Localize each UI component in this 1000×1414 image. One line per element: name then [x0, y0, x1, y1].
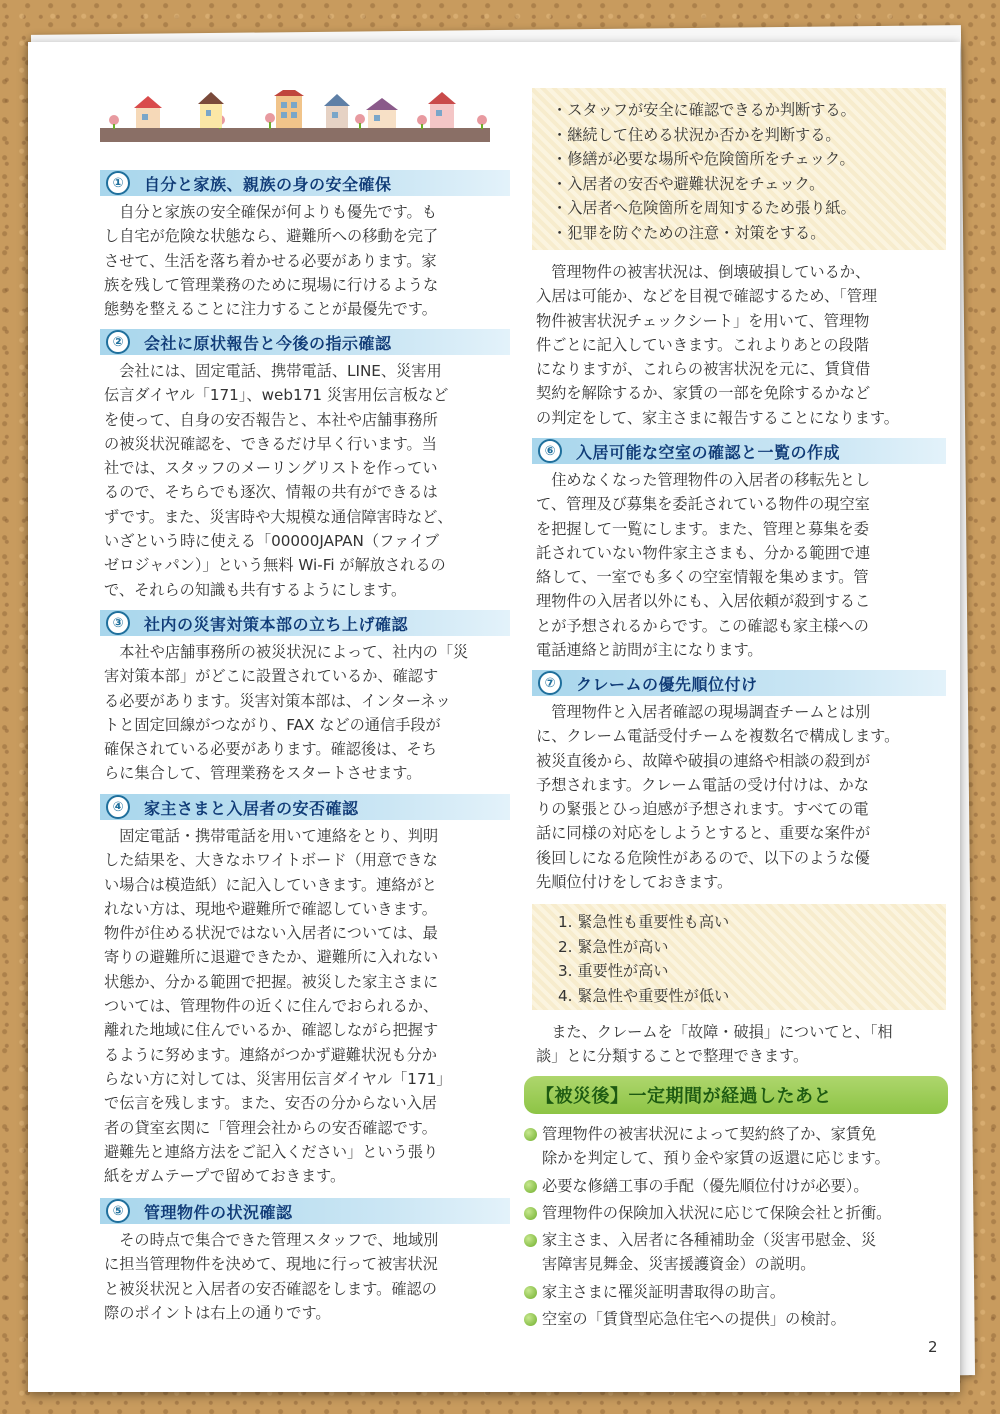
list-item: [524, 1280, 948, 1304]
text-line: 紙をガムテープで留めておきます。: [104, 1167, 346, 1186]
text-line: 管理物件の保険加入状況に応じて保険会社と折衝。: [542, 1203, 892, 1222]
text-line: 避難先と連絡方法をご記入ください」という張り: [104, 1142, 439, 1161]
text-line: ゼロジャパン）」という無料 Wi-Fi が解放されるの: [104, 556, 446, 575]
text-line: 害障害見舞金、災害援護資金）の説明。: [542, 1255, 816, 1274]
list-item: 1. 緊急性も重要性も高い: [558, 913, 730, 931]
text-line: 離れた地域に住んでいるか、確認しながら把握す: [104, 1021, 439, 1040]
section-6-heading: [532, 438, 946, 464]
section-number: ⑦: [538, 671, 562, 695]
list-item: 2. 緊急性が高い: [558, 937, 669, 956]
section-5-body: [104, 1228, 514, 1325]
bullet-icon: [524, 1128, 537, 1141]
text-line: 絡して、一室でも多くの空室情報を集めます。管: [536, 568, 869, 587]
list-item: 4. 緊急性や重要性が低い: [558, 986, 730, 1005]
section-title: 管理物件の状況確認: [144, 1202, 293, 1222]
text-line: を使って、自身の安否報告と、本社や店舗事務所: [104, 410, 438, 429]
section-1-body: [104, 200, 514, 321]
section-title: 自分と家族、親族の身の安全確保: [144, 174, 392, 194]
bullet-icon: [524, 1180, 537, 1193]
bullet-icon: [524, 1286, 537, 1299]
section-3-body: [104, 640, 514, 786]
text-line: 害対策本部」がどこに設置されているか、確認す: [104, 667, 439, 686]
text-line: 本社や店舗事務所の被災状況によって、社内の「災: [104, 643, 469, 661]
text-line: いざという時に使える「00000JAPAN（ファイブ: [104, 532, 440, 551]
text-line: 伝言ダイヤル「171」、web171 災害用伝言板など: [104, 386, 449, 405]
section-1-heading: [100, 170, 510, 196]
after-disaster-list: [524, 1122, 948, 1334]
section-7-body: [536, 700, 950, 894]
section-number: ④: [106, 795, 130, 819]
list-item: ・入居者へ危険箇所を周知するため張り紙。: [552, 199, 856, 218]
text-line: 空室の「賃貸型応急住宅への提供」の検討。: [542, 1310, 846, 1329]
text-line: 管理物件と入居者確認の現場調査チームとは別: [536, 703, 871, 721]
section-number: ③: [106, 611, 130, 635]
text-line: 寄りの避難所に退避できたか、避難所に入れない: [104, 948, 439, 967]
text-line: と被災状況と入居者の安否確認をします。確認の: [104, 1279, 437, 1298]
section-number: ②: [106, 330, 130, 354]
text-line: を把握して一覧にします。また、管理と募集を委: [536, 519, 869, 538]
text-line: 先順位付けをしておきます。: [536, 873, 733, 892]
text-line: トと固定回線がつながり、FAX などの通信手段が: [104, 715, 441, 734]
section-7-heading: [532, 670, 946, 696]
section-number: ⑤: [106, 1199, 130, 1223]
text-line: れない方は、現地や避難所で確認していきます。: [104, 899, 437, 918]
list-item: ・入居者の安否や避難状況をチェック。: [552, 174, 825, 193]
text-line: 物件が住める状況ではない入居者については、最: [104, 924, 438, 943]
bullet-icon: [524, 1234, 537, 1247]
section-5-heading: [100, 1198, 510, 1224]
text-line: らない方に対しては、災害用伝言ダイヤル「171」: [104, 1069, 452, 1088]
section-title: クレームの優先順位付け: [576, 674, 758, 694]
section-2-heading: [100, 329, 510, 355]
text-line: とが予想されるからです。この確認も家主様への: [536, 616, 869, 635]
section-title: 家主さまと入居者の安否確認: [144, 798, 359, 818]
text-line: の被災状況確認を、できるだけ早く行います。当: [104, 434, 437, 453]
text-line: い場合は模造紙）に記入していきます。連絡がと: [104, 875, 437, 894]
list-item: [524, 1201, 948, 1225]
section-4-body: [104, 824, 514, 1188]
text-line: した結果を、大きなホワイトボード（用意できな: [104, 851, 438, 870]
text-line: て、管理及び募集を委託されている物件の現空室: [536, 495, 870, 514]
list-item: ・修繕が必要な場所や危険箇所をチェック。: [552, 150, 855, 169]
text-line: 管理物件の被害状況は、倒壊破損しているか、: [536, 263, 871, 281]
text-line: 社では、スタッフのメーリングリストを作ってい: [104, 459, 438, 478]
text-line: させて、生活を落ち着かせる必要があります。家: [104, 251, 437, 270]
section-number: ①: [106, 171, 130, 195]
list-item: [524, 1228, 948, 1277]
text-line: 会社には、固定電話、携帯電話、LINE、災害用: [104, 362, 442, 380]
text-line: で伝言を残します。また、安否の分からない入居: [104, 1094, 437, 1113]
text-line: 被災直後から、故障や破損の連絡や相談の殺到が: [536, 751, 871, 770]
section-6-body: [536, 468, 950, 662]
section-4-heading: [100, 794, 510, 820]
text-line: し自宅が危険な状態なら、避難所への移動を完了: [104, 227, 439, 246]
text-line: るので、そちらでも逐次、情報の共有ができるは: [104, 483, 438, 502]
text-line: ずです。また、災害時や大規模な通信障害時など、: [104, 507, 453, 526]
list-item: 3. 重要性が高い: [558, 962, 669, 981]
section-title: 入居可能な空室の確認と一覧の作成: [576, 442, 841, 462]
section-title: 会社に原状報告と今後の指示確認: [144, 333, 392, 353]
text-line: 固定電話・携帯電話を用いて連絡をとり、判明: [104, 827, 439, 845]
text-line: るように努めます。連絡がつかず避難状況も分か: [104, 1045, 437, 1064]
text-line: 状態か、分かる範囲で把握。被災した家主さまに: [104, 972, 439, 991]
houses-icon: [100, 90, 490, 142]
list-item: ・スタッフが安全に確認できるか判断する。: [552, 101, 856, 119]
text-line: 話に同様の対応をしようとすると、重要な案件が: [536, 824, 871, 843]
town-illustration: [100, 90, 490, 142]
bullet-icon: [524, 1207, 537, 1220]
text-line: 自分と家族の安全確保が何よりも優先です。も: [104, 203, 437, 221]
text-line: 家主さまに罹災証明書取得の助言。: [542, 1282, 785, 1301]
text-line: 除かを判定して、預り金や家賃の返還に応じます。: [542, 1149, 890, 1168]
text-line: る必要があります。災害対策本部は、インターネッ: [104, 691, 451, 710]
text-line: 家主さま、入居者に各種補助金（災害弔慰金、災: [542, 1231, 877, 1250]
text-line: 件ごとに記入していきます。これよりあとの段階: [536, 335, 869, 354]
text-line: 態勢を整えることに注力することが最優先です。: [104, 300, 437, 319]
text-line: 物件被害状況チェックシート」を用いて、管理物: [536, 311, 870, 330]
text-line: 住めなくなった管理物件の入居者の移転先とし: [536, 471, 871, 489]
section-number: ⑥: [538, 439, 562, 463]
text-line: になりますが、これらの被害状況を元に、賃貸借: [536, 360, 871, 379]
text-line: 入居は可能か、などを目視で確認するため、「管理: [536, 287, 878, 306]
text-line: の判定をして、家主さまに報告することになります。: [536, 408, 899, 427]
text-line: 必要な修繕工事の手配（優先順位付けが必要）。: [542, 1176, 869, 1195]
text-line: 託されていない物件家主さまも、分かる範囲で連: [536, 543, 871, 562]
text-line: その時点で集合できた管理スタッフで、地域別: [104, 1231, 439, 1249]
list-item: ・犯罪を防ぐための注意・対策をする。: [552, 223, 826, 242]
section-title: 社内の災害対策本部の立ち上げ確認: [144, 614, 409, 634]
text-line: 予想されます。クレーム電話の受け付けは、かな: [536, 775, 869, 794]
document-page: [28, 42, 960, 1392]
text-line: 管理物件の被害状況によって契約終了か、家賃免: [542, 1125, 877, 1143]
list-item: [524, 1122, 948, 1171]
text-line: 理物件の入居者以外にも、入居依頼が殺到するこ: [536, 592, 871, 611]
text-line: 談」とに分類することで整理できます。: [536, 1047, 809, 1066]
priority-list: [558, 910, 938, 1008]
text-line: 電話連絡と訪問が主になります。: [536, 641, 763, 660]
claim-paragraph: [536, 1020, 950, 1069]
damage-paragraph: [536, 260, 950, 430]
page-number: 2: [928, 1338, 938, 1356]
text-line: りの緊張とひっ迫感が予想されます。すべての電: [536, 800, 869, 819]
list-item: ・継続して住める状況か否かを判断する。: [552, 125, 841, 144]
text-line: また、クレームを「故障・破損」についてと、「相: [536, 1023, 893, 1041]
text-line: 後回しになる危険性があるので、以下のような優: [536, 848, 870, 867]
text-line: 確保されている必要があります。確認後は、そち: [104, 740, 437, 759]
text-line: らに集合して、管理業務をスタートさせます。: [104, 764, 422, 783]
text-line: に、クレーム電話受付チームを複数名で構成します。: [536, 727, 900, 746]
after-disaster-title: 【被災後】一定期間が経過したあと: [536, 1086, 832, 1107]
section-3-heading: [100, 610, 510, 636]
after-disaster-heading: [524, 1076, 948, 1114]
bullet-icon: [524, 1313, 537, 1326]
list-item: [524, 1174, 948, 1198]
list-item: [524, 1307, 948, 1331]
text-line: で、それらの知識も共有するようにします。: [104, 580, 407, 599]
text-line: 族を残して管理業務のために現場に行けるような: [104, 275, 439, 294]
text-line: 際のポイントは右上の通りです。: [104, 1303, 331, 1322]
text-line: に担当管理物件を決めて、現地に行って被害状況: [104, 1255, 438, 1274]
section-2-body: [104, 359, 514, 602]
checklist: [552, 98, 942, 246]
text-line: 契約を解除するか、家賃の一部を免除するかなど: [536, 384, 871, 403]
text-line: 者の貸室玄関に「管理会社からの安否確認です。: [104, 1118, 437, 1137]
text-line: ついては、管理物件の近くに住んでおられるか、: [104, 997, 439, 1016]
